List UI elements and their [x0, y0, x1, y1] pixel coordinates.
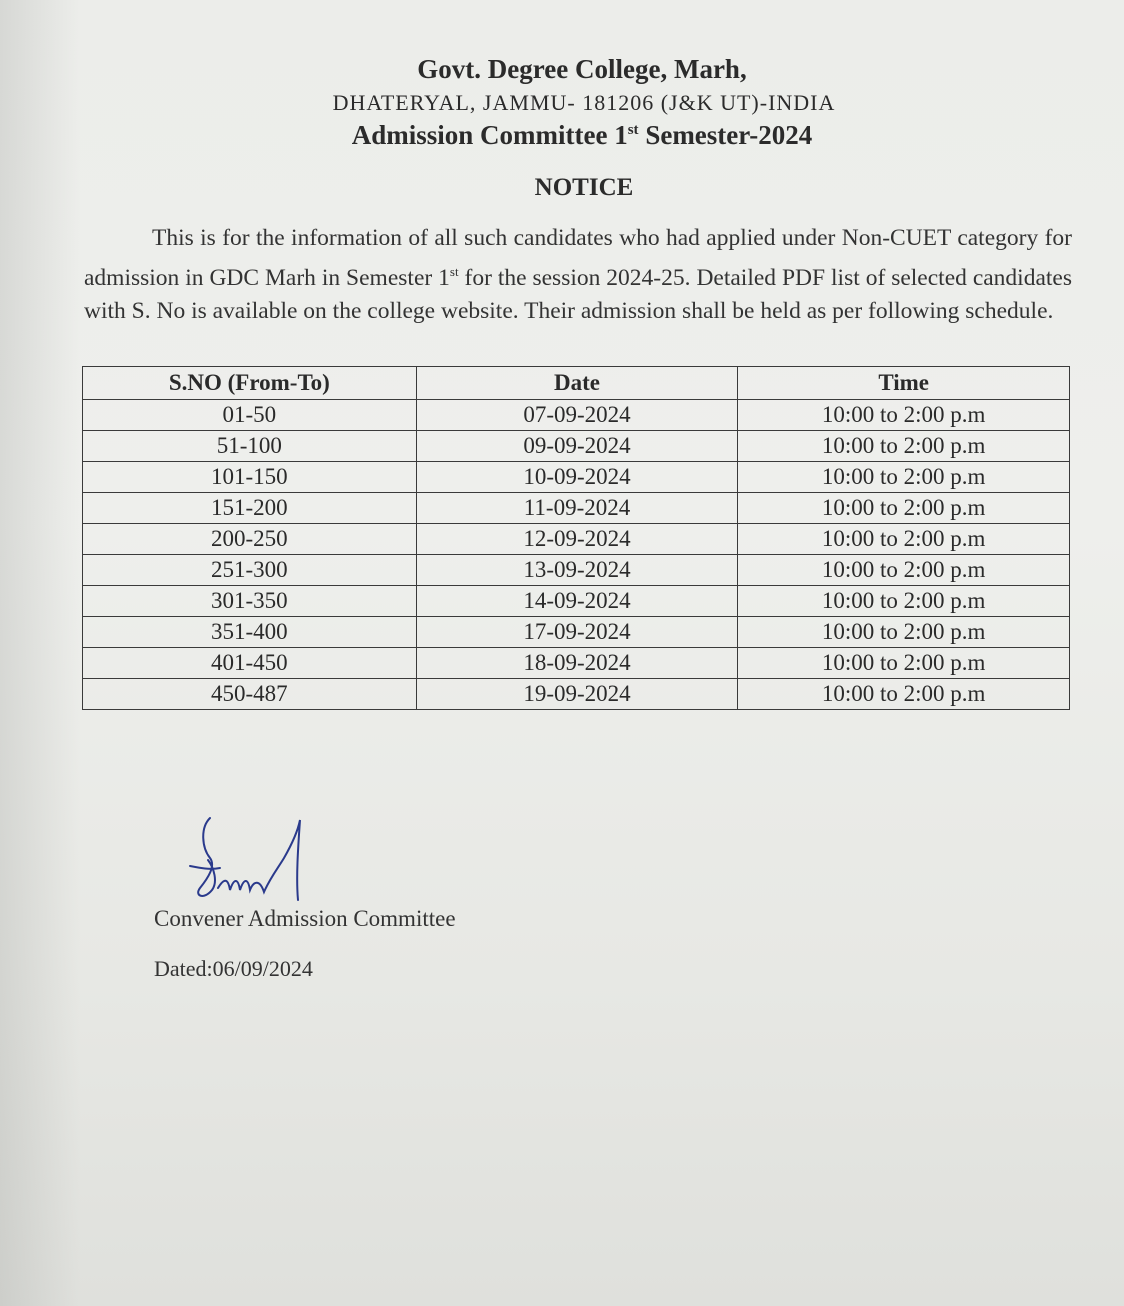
cell-time: 10:00 to 2:00 p.m [738, 524, 1070, 555]
cell-time: 10:00 to 2:00 p.m [738, 431, 1070, 462]
table-row [83, 679, 1070, 710]
cell-time: 10:00 to 2:00 p.m [738, 648, 1070, 679]
committee-heading [20, 120, 1124, 151]
signatory-label: Convener Admission Committee [154, 906, 456, 931]
cell-time: 10:00 to 2:00 p.m [738, 555, 1070, 586]
cell-sno: 450-487 [83, 679, 417, 710]
table-header-row [83, 367, 1070, 400]
notice-paragraph-part1: This is for the information of all such candidates who had applied under Non-CUET category for admission in GDC Marh in Semester 1 [84, 225, 1072, 291]
cell-time: 10:00 to 2:00 p.m [738, 400, 1070, 431]
table-row [83, 555, 1070, 586]
table-row [83, 400, 1070, 431]
cell-time: 10:00 to 2:00 p.m [738, 679, 1070, 710]
dated-label: Dated:06/09/2024 [154, 956, 313, 981]
handwritten-signature [180, 808, 330, 908]
cell-time: 10:00 to 2:00 p.m [738, 493, 1070, 524]
admission-schedule-table [82, 366, 1070, 710]
cell-date: 10-09-2024 [416, 462, 738, 493]
notice-title: NOTICE [534, 174, 634, 201]
table-row [83, 431, 1070, 462]
committee-heading-post: Semester-2024 [638, 120, 813, 150]
column-header-date: Date [416, 367, 738, 400]
cell-date: 07-09-2024 [416, 400, 738, 431]
cell-time: 10:00 to 2:00 p.m [738, 586, 1070, 617]
college-name: Govt. Degree College, Marh, [417, 54, 747, 84]
cell-time: 10:00 to 2:00 p.m [738, 617, 1070, 648]
cell-time: 10:00 to 2:00 p.m [738, 462, 1070, 493]
cell-sno: 301-350 [83, 586, 417, 617]
table-row [83, 462, 1070, 493]
notice-paragraph-part2: for the session 2024-25. Detailed PDF list of selected candidates with S. No is available on the college website. Their admission shall be held as per following schedule. [84, 265, 1072, 324]
college-address: DHATERYAL, JAMMU- 181206 (J&K UT)-INDIA [332, 90, 836, 115]
table-row [83, 617, 1070, 648]
cell-date: 19-09-2024 [416, 679, 738, 710]
cell-sno: 101-150 [83, 462, 417, 493]
cell-date: 11-09-2024 [416, 493, 738, 524]
cell-date: 14-09-2024 [416, 586, 738, 617]
cell-sno: 200-250 [83, 524, 417, 555]
committee-heading-pre: Admission Committee 1 [351, 120, 628, 150]
notice-paragraph-sup: st [449, 264, 459, 279]
committee-heading-sup: st [627, 122, 639, 138]
cell-date: 18-09-2024 [416, 648, 738, 679]
table-row [83, 493, 1070, 524]
cell-sno: 51-100 [83, 431, 417, 462]
table-row [83, 586, 1070, 617]
column-header-time: Time [738, 367, 1070, 400]
cell-date: 09-09-2024 [416, 431, 738, 462]
table-row [83, 524, 1070, 555]
table-row [83, 648, 1070, 679]
cell-date: 17-09-2024 [416, 617, 738, 648]
cell-date: 12-09-2024 [416, 524, 738, 555]
cell-sno: 151-200 [83, 493, 417, 524]
column-header-sno: S.NO (From-To) [83, 367, 417, 400]
notice-paragraph [84, 222, 1072, 328]
cell-sno: 351-400 [83, 617, 417, 648]
cell-sno: 01-50 [83, 400, 417, 431]
cell-sno: 401-450 [83, 648, 417, 679]
cell-sno: 251-300 [83, 555, 417, 586]
cell-date: 13-09-2024 [416, 555, 738, 586]
